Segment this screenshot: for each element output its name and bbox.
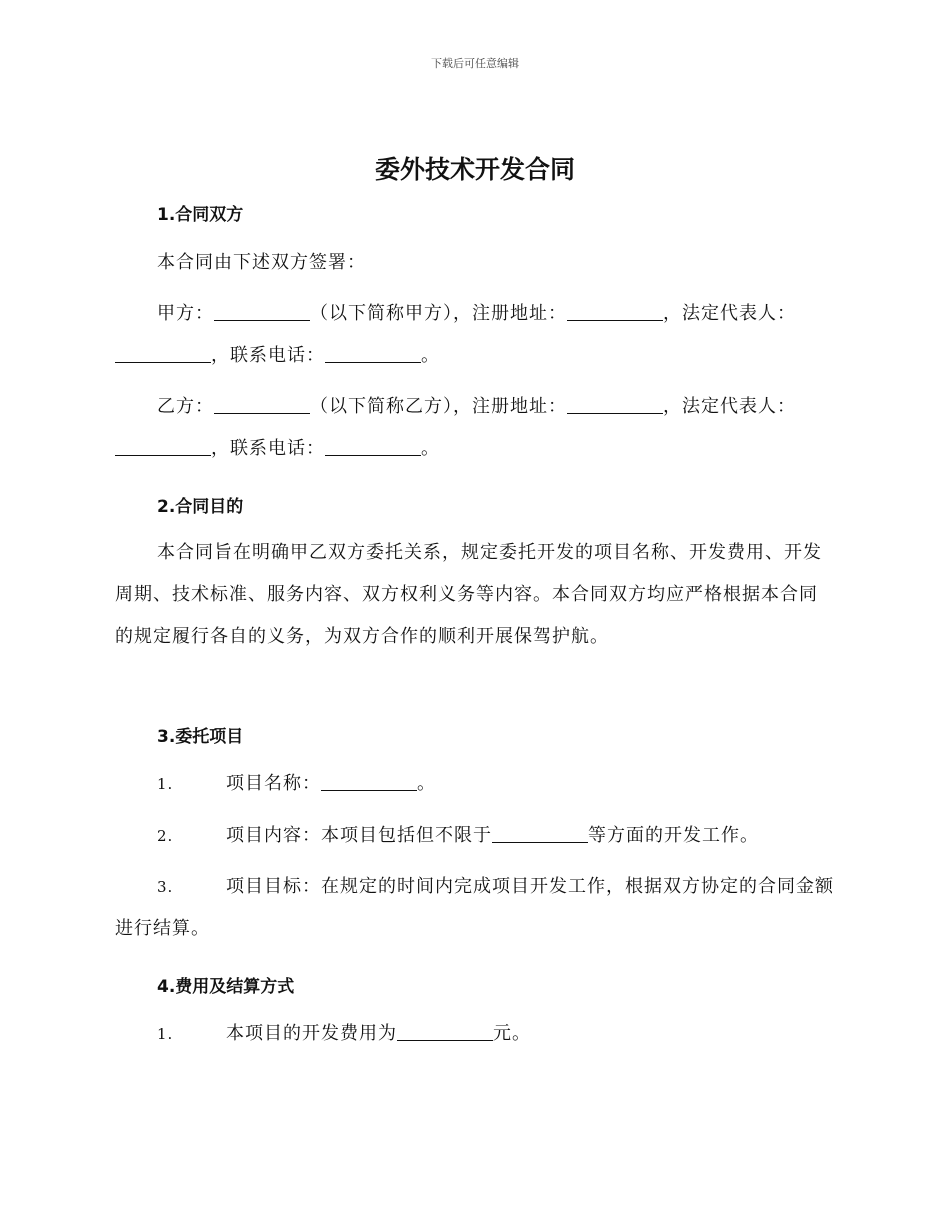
project-item-1 [157, 763, 837, 805]
project-item-2-number: 2. [157, 827, 174, 845]
party-a-paragraph [115, 293, 835, 377]
fee-item-1 [157, 1013, 837, 1055]
project-goal-text: 项目目标：在规定的时间内完成项目开发工作，根据双方协定的合同金额进行结算。 [115, 876, 834, 939]
party-b-address-blank[interactable] [567, 393, 663, 414]
party-a-phone-label: ，联系电话： [211, 345, 325, 366]
party-b-paragraph [115, 386, 835, 470]
section-1-intro: 本合同由下述双方签署： [157, 252, 366, 273]
fee-unit: 元。 [493, 1023, 531, 1044]
party-b-label: 乙方： [157, 396, 214, 417]
party-a-text: （以下简称甲方），注册地址： [310, 303, 567, 324]
project-content-label: 项目内容：本项目包括但不限于 [226, 825, 492, 846]
document-title: 委外技术开发合同 [374, 155, 575, 184]
project-name-label: 项目名称： [226, 773, 321, 794]
project-content-end: 等方面的开发工作。 [588, 825, 759, 846]
project-item-3-number: 3. [157, 878, 174, 896]
project-name-blank[interactable] [321, 770, 417, 791]
project-item-2 [157, 815, 837, 857]
party-a-rep-blank[interactable] [115, 342, 211, 363]
header-note: 下载后可任意编辑 [431, 57, 519, 70]
fee-label: 本项目的开发费用为 [226, 1023, 397, 1044]
party-b-phone-blank[interactable] [325, 435, 421, 456]
party-b-rep-blank[interactable] [115, 435, 211, 456]
party-b-end: 。 [421, 438, 440, 459]
section-1-heading: 1.合同双方 [157, 205, 244, 225]
party-a-address-blank[interactable] [567, 300, 663, 321]
section-4-heading: 4.费用及结算方式 [157, 977, 295, 997]
party-a-phone-blank[interactable] [325, 342, 421, 363]
section-2-body: 本合同旨在明确甲乙双方委托关系，规定委托开发的项目名称、开发费用、开发周期、技术标准、服务内容、双方权利义务等内容。本合同双方均应严格根据本合同的规定履行各自的义务，为双方合作的顺利开展保驾护航。 [115, 542, 822, 647]
party-b-name-blank[interactable] [214, 393, 310, 414]
party-a-end: 。 [421, 345, 440, 366]
party-b-rep-label: ，法定代表人： [663, 396, 796, 417]
party-a-name-blank[interactable] [214, 300, 310, 321]
project-item-3 [115, 866, 835, 950]
fee-item-1-number: 1. [157, 1025, 174, 1043]
party-b-text: （以下简称乙方），注册地址： [310, 396, 567, 417]
party-a-rep-label: ，法定代表人： [663, 303, 796, 324]
party-a-label: 甲方： [157, 303, 214, 324]
party-b-phone-label: ，联系电话： [211, 438, 325, 459]
project-name-end: 。 [417, 773, 436, 794]
section-2-heading: 2.合同目的 [157, 497, 244, 517]
fee-amount-blank[interactable] [397, 1020, 493, 1041]
project-content-blank[interactable] [492, 822, 588, 843]
project-item-1-number: 1. [157, 775, 174, 793]
section-3-heading: 3.委托项目 [157, 727, 244, 747]
